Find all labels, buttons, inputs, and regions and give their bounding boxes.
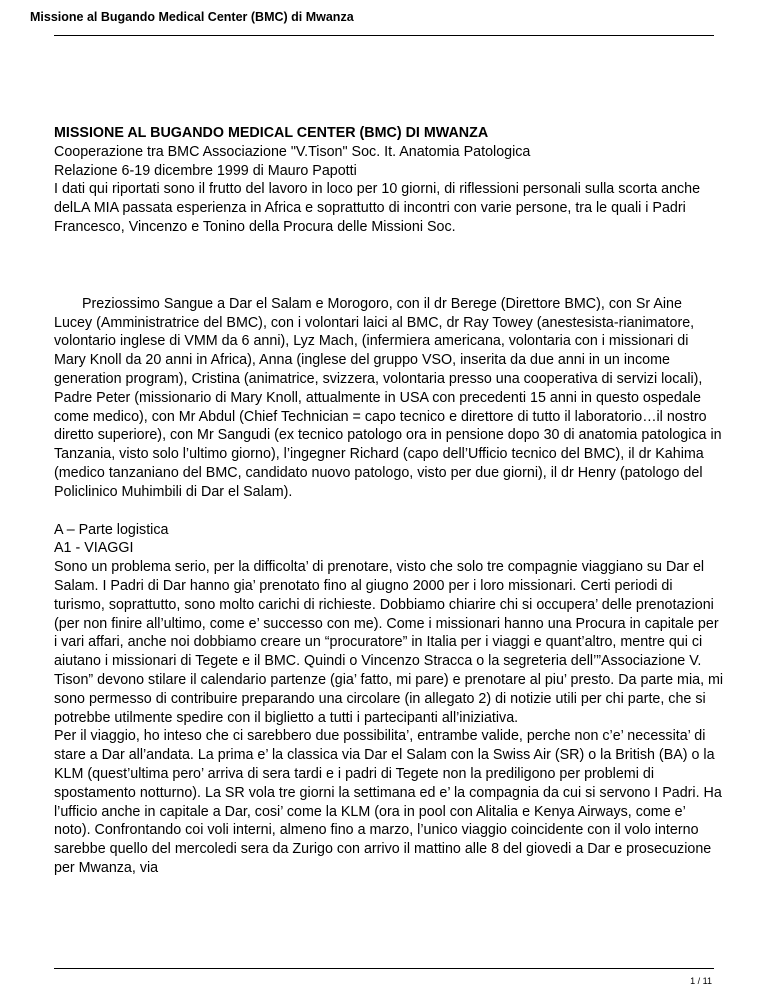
document-subtitle: Cooperazione tra BMC Associazione "V.Tison" Soc. It. Anatomia Patologica [54, 143, 531, 160]
viaggio-paragraph: Per il viaggio, ho inteso che ci sarebbero due possibilita’, entrambe valide, perche non c’e’ necessita’ di stare a Dar all’andata. La prima e’ la classica via Dar el Salam con la Swiss Air (SR) o la British (BA) o la KLM (quest’ultima pero’ arriva di sera tardi e i padri di Tegete non la prediligono per problemi di spostamento notturno). La SR vola tre giorni la settimana ed e’ la compagnia da cui si servono I Padri. Ha l’ufficio anche in capitale a Dar, cosi’ come la KLM (ora in pool con Alitalia e Kenya Airways, come e’ noto). Confrontando coi voli interni, almeno fino a marzo, l’unico viaggio coincidente con il volo interno sarebbe quello del mercoledi sera da Zurigo con arrivo il mattino alle 8 del giovedi a Dar e prosecuzione per Mwanza, via [54, 728, 722, 876]
section-heading-a: A – Parte logistica [54, 521, 169, 538]
footer-divider [54, 968, 714, 969]
report-line: Relazione 6-19 dicembre 1999 di Mauro Papotti [54, 162, 357, 179]
section-heading-a1: A1 - VIAGGI [54, 540, 134, 557]
intro-paragraph: I dati qui riportati sono il frutto del lavoro in loco per 10 giorni, di riflessioni personali sulla scorta anche delLA MIA passata esperienza in Africa e soprattutto di incontri con varie persone, tra le quali i Padri Francesco, Vincenzo e Tonino della Procura delle Missioni Soc. [54, 181, 701, 235]
running-header-title: Missione al Bugando Medical Center (BMC) di Mwanza [30, 10, 354, 24]
header-divider [54, 35, 714, 36]
document-body [54, 124, 724, 878]
document-title: MISSIONE AL BUGANDO MEDICAL CENTER (BMC) DI MWANZA [54, 125, 489, 141]
viaggi-paragraph: Sono un problema serio, per la difficolta’ di prenotare, visto che solo tre compagnie viaggiano su Dar el Salam. I Padri di Dar hanno gia’ prenotato fino al giugno 2000 per i loro missionari. Certi periodi di turismo, soprattutto, sono molto carichi di richieste. Dobbiamo chiarire chi si occupera’ delle prenotazioni (per non finire all’ultimo, come e’ successo con me). Come i missionari hanno una Procura in capitale per i vari affari, anche noi dobbiamo creare un “procuratore” in Italia per i viaggi e quant’altro, mentre qui ci aiutano i missionari di Tegete e il BMC. Quindi o Vincenzo Stracca o la segreteria dell’”Associazione V. Tison” devono stilare il calendario partenze (gia’ fatto, mi pare) e prenotare al piu’ presto. Da parte mia, mi sono permesso di contribuire preparando una circolare (in allegato 2) di notizie utili per chi parte, che si potrebbe utilmente spedire con il biglietto a tutti i partecipanti all’iniziativa. [54, 559, 724, 726]
paragraph-gap [54, 502, 724, 521]
page-number: 1 / 11 [690, 976, 712, 986]
people-paragraph: Preziossimo Sangue a Dar el Salam e Morogoro, con il dr Berege (Direttore BMC), con Sr Aine Lucey (Amministratrice del BMC), con i volontari laici al BMC, dr Ray Towey (anestesista-rianimatore, volontario inglese di VMM da 6 anni), Lyz Mach, (infermiera americana, volontaria con i missionari di Mary Knoll da 20 anni in Africa), Anna (inglese del gruppo VSO, inserita da due anni in un income generation program), Cristina (animatrice, svizzera, volontaria presso una cooperativa di servizi locali), Padre Peter (missionario di Mary Knoll, attualmente in USA con precedenti 15 anni in questo ospedale come medico), con Mr Abdul (Chief Technician = capo tecnico e direttore di tutto il laboratorio…il nostro diretto superiore), con Mr Sangudi (ex tecnico patologo ora in pensione dopo 30 di anatomia patologica in Tanzania, visto solo l’ultimo giorno), l’ingegner Richard (capo dell’Ufficio tecnico del BMC), il dr Kahima (medico tanzaniano del BMC, candidato nuovo patologo, visto per due giorni), il dr Henry (patologo del Policlinico Muhimbili di Dar el Salam). [54, 295, 722, 500]
blank-space [54, 237, 724, 295]
